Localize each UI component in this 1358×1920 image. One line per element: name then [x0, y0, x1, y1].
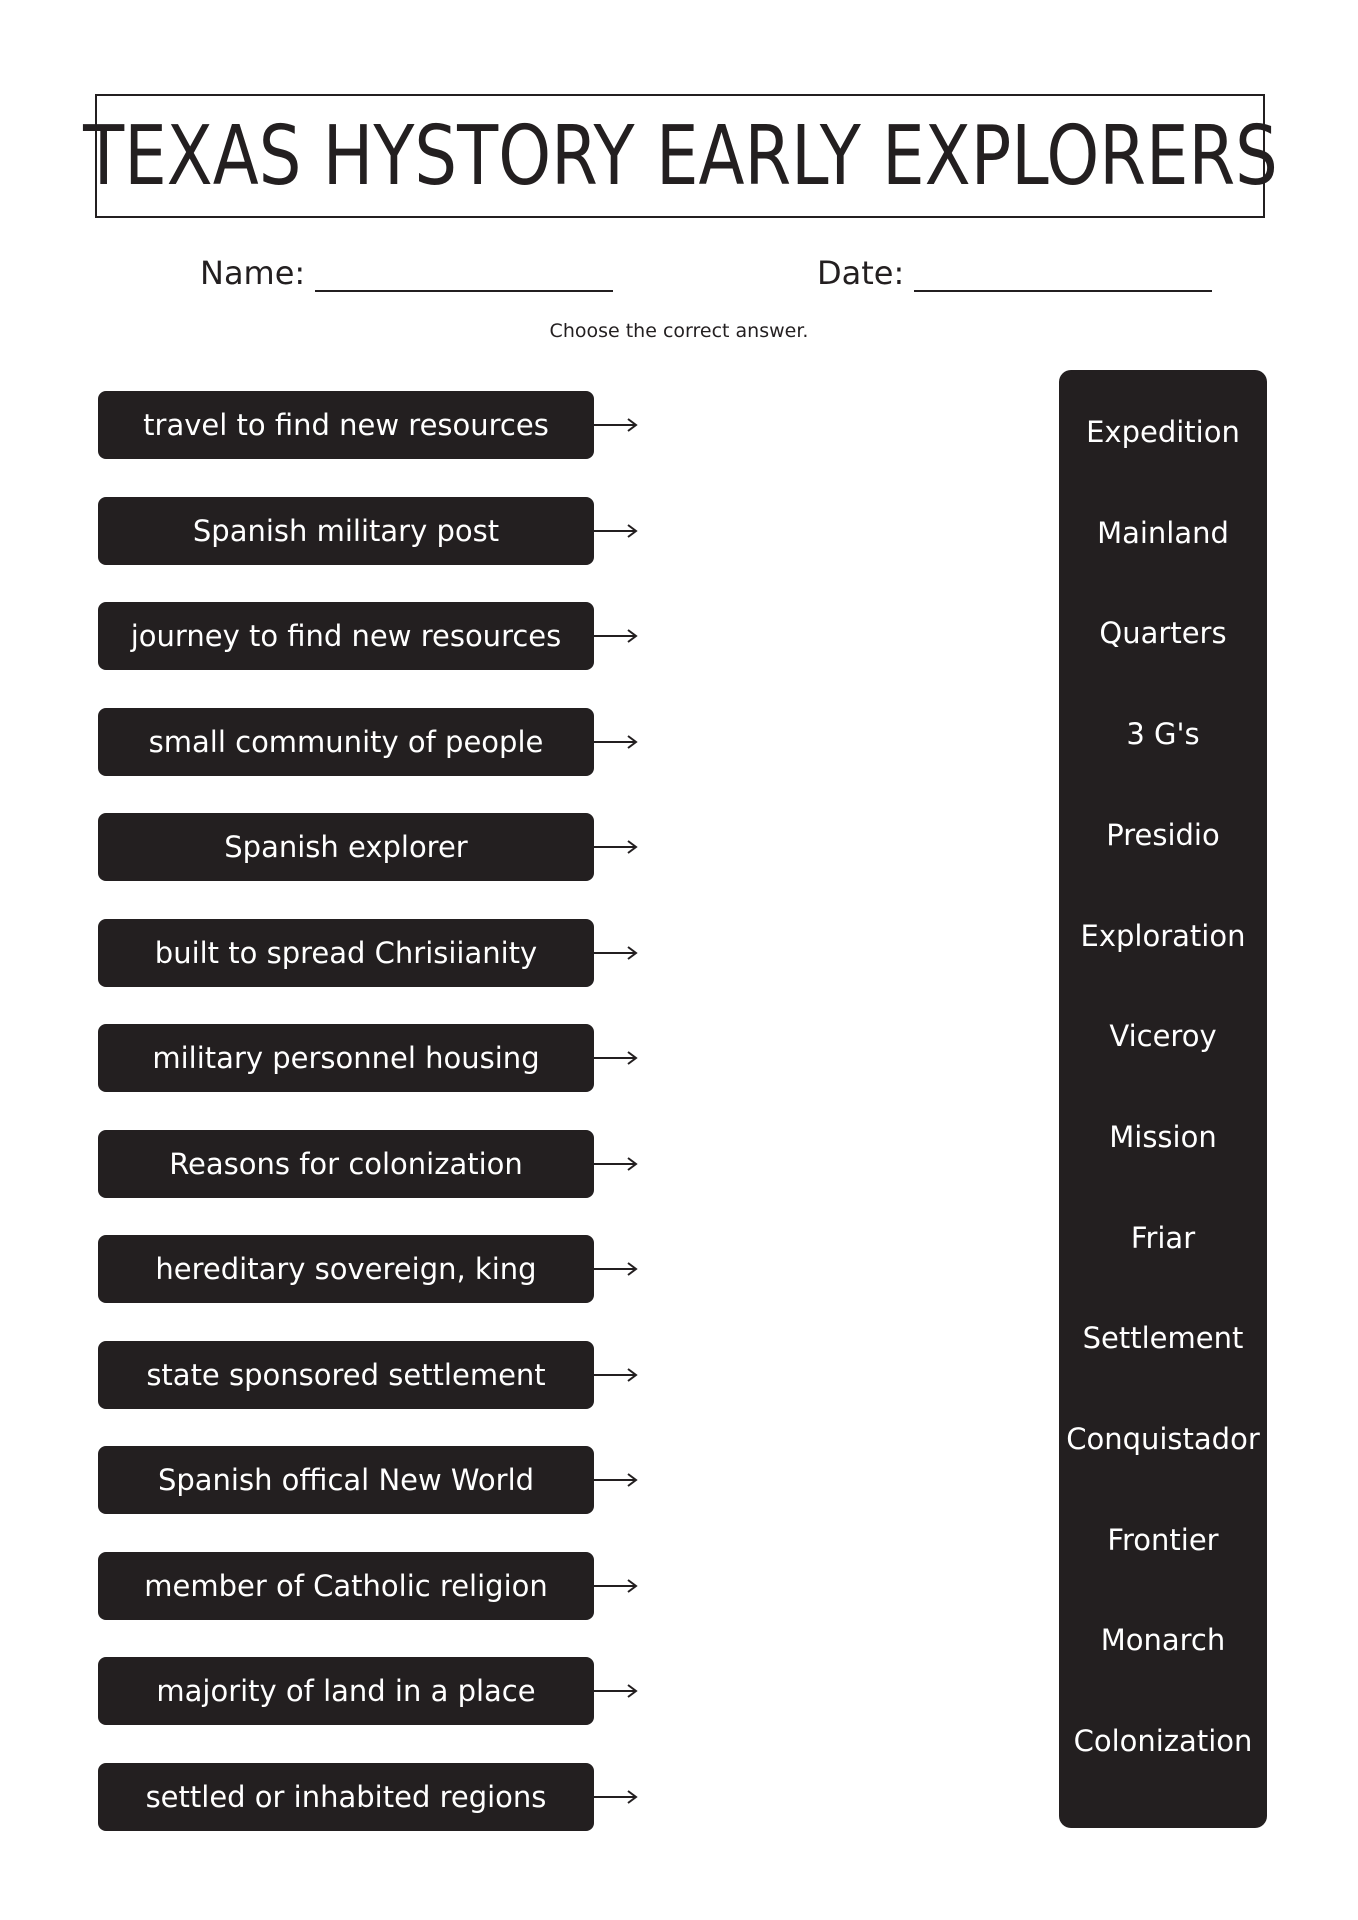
clue-row	[98, 708, 638, 776]
clue-box: Spanish explorer	[98, 813, 594, 881]
clue-box: majority of land in a place	[98, 1657, 594, 1725]
clue-box: Spanish offical New World	[98, 1446, 594, 1514]
arrow-right-icon	[594, 1787, 638, 1807]
clue-row	[98, 1341, 638, 1409]
arrow-right-icon	[594, 415, 638, 435]
word-bank-item: Viceroy	[1109, 1019, 1217, 1053]
arrow-right-icon	[594, 1048, 638, 1068]
word-bank-item: Colonization	[1073, 1724, 1253, 1758]
clue-row	[98, 1552, 638, 1620]
clue-row	[98, 1763, 638, 1831]
name-input-line[interactable]	[315, 256, 613, 292]
clue-box: small community of people	[98, 708, 594, 776]
clue-box: member of Catholic religion	[98, 1552, 594, 1620]
word-bank-item: Mainland	[1097, 516, 1229, 550]
clue-box: built to spread Chrisiianity	[98, 919, 594, 987]
arrow-right-icon	[594, 1365, 638, 1385]
date-label: Date:	[817, 254, 905, 292]
arrow-right-icon	[594, 1259, 638, 1279]
clue-box: hereditary sovereign, king	[98, 1235, 594, 1303]
arrow-right-icon	[594, 1681, 638, 1701]
arrow-right-icon	[594, 1576, 638, 1596]
page-title: TEXAS HYSTORY EARLY EXPLORERS	[82, 108, 1278, 204]
clue-row	[98, 813, 638, 881]
word-bank-item: 3 G's	[1126, 717, 1200, 751]
clue-box: Reasons for colonization	[98, 1130, 594, 1198]
arrow-right-icon	[594, 521, 638, 541]
clue-row	[98, 602, 638, 670]
name-field	[200, 254, 613, 292]
clue-box: Spanish military post	[98, 497, 594, 565]
word-bank-item: Presidio	[1106, 818, 1220, 852]
date-input-line[interactable]	[914, 256, 1212, 292]
word-bank-item: Frontier	[1107, 1523, 1219, 1557]
clue-row	[98, 391, 638, 459]
instruction-text: Choose the correct answer.	[549, 320, 809, 342]
word-bank-item: Mission	[1109, 1120, 1217, 1154]
arrow-right-icon	[594, 1470, 638, 1490]
word-bank-item: Expedition	[1086, 415, 1240, 449]
arrow-right-icon	[594, 732, 638, 752]
arrow-right-icon	[594, 1154, 638, 1174]
clue-box: military personnel housing	[98, 1024, 594, 1092]
clue-box: journey to find new resources	[98, 602, 594, 670]
clue-row	[98, 919, 638, 987]
arrow-right-icon	[594, 837, 638, 857]
word-bank-item: Conquistador	[1066, 1422, 1260, 1456]
clue-box: travel to find new resources	[98, 391, 594, 459]
clue-row	[98, 1446, 638, 1514]
word-bank-item: Settlement	[1082, 1321, 1244, 1355]
word-bank-item: Friar	[1130, 1221, 1196, 1255]
clue-row	[98, 1235, 638, 1303]
clue-box: settled or inhabited regions	[98, 1763, 594, 1831]
word-bank-item: Exploration	[1080, 919, 1246, 953]
arrow-right-icon	[594, 626, 638, 646]
clue-row	[98, 497, 638, 565]
title-box	[82, 94, 1278, 218]
date-field	[817, 254, 1212, 292]
word-bank	[1059, 370, 1267, 1828]
clue-row	[98, 1130, 638, 1198]
word-bank-item: Monarch	[1100, 1623, 1226, 1657]
clue-box: state sponsored settlement	[98, 1341, 594, 1409]
word-bank-item: Quarters	[1099, 616, 1227, 650]
name-label: Name:	[200, 254, 306, 292]
arrow-right-icon	[594, 943, 638, 963]
clue-row	[98, 1024, 638, 1092]
clue-row	[98, 1657, 638, 1725]
